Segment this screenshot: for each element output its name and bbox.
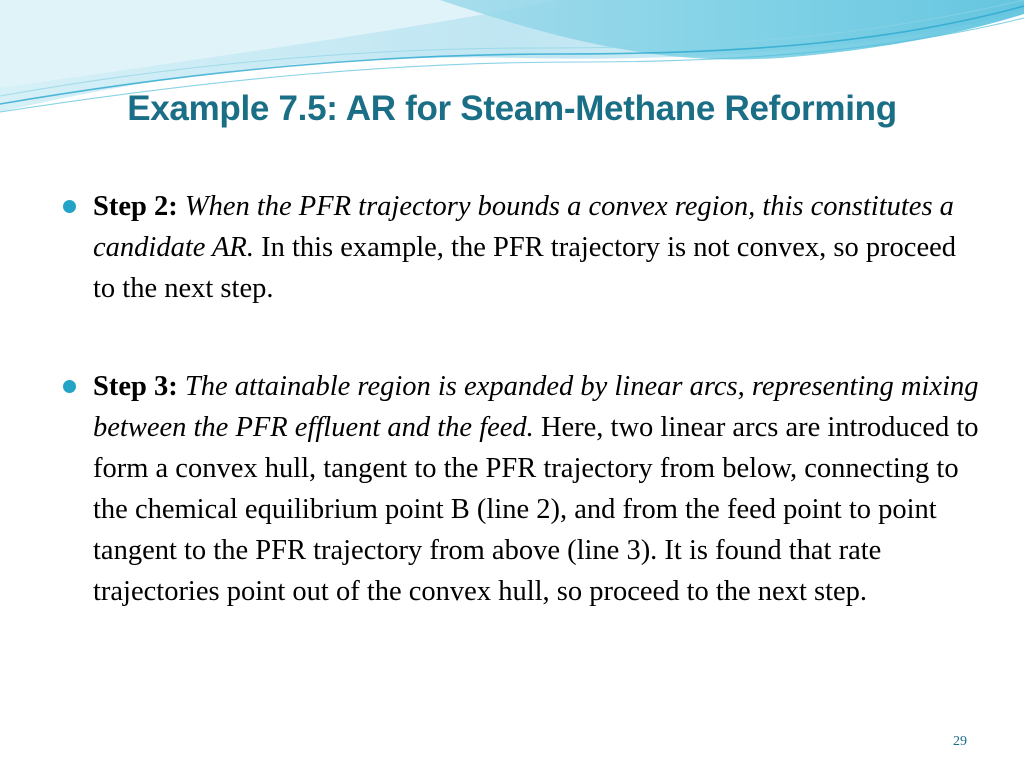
step-italic-text: When the PFR trajectory bounds a convex region, this constitutes a candidate AR. (93, 191, 954, 263)
step-label: Step 3: (93, 371, 178, 402)
bullet-step-2 (93, 186, 983, 309)
bullet-dot-icon (63, 200, 76, 213)
step-body-text: Here, two linear arcs are introduced to form a convex hull, tangent to the PFR trajectory from below, connecting to the chemical equilibrium point B (line 2), and from the feed point to point tangent to the PFR trajectory from above (line 3). It is found that rate trajectories point out of the convex hull, so proceed to the next step. (93, 412, 979, 607)
page-number: 29 (953, 734, 967, 749)
bullet-step-3 (93, 366, 983, 612)
bullet-dot-icon (63, 380, 76, 393)
step-label: Step 2: (93, 191, 178, 222)
step-body-text: In this example, the PFR trajectory is not convex, so proceed to the next step. (93, 232, 957, 304)
slide-title: Example 7.5: AR for Steam-Methane Reforming (127, 89, 897, 128)
step-italic-text: The attainable region is expanded by linear arcs, representing mixing between the PFR effluent and the feed. (93, 371, 979, 443)
